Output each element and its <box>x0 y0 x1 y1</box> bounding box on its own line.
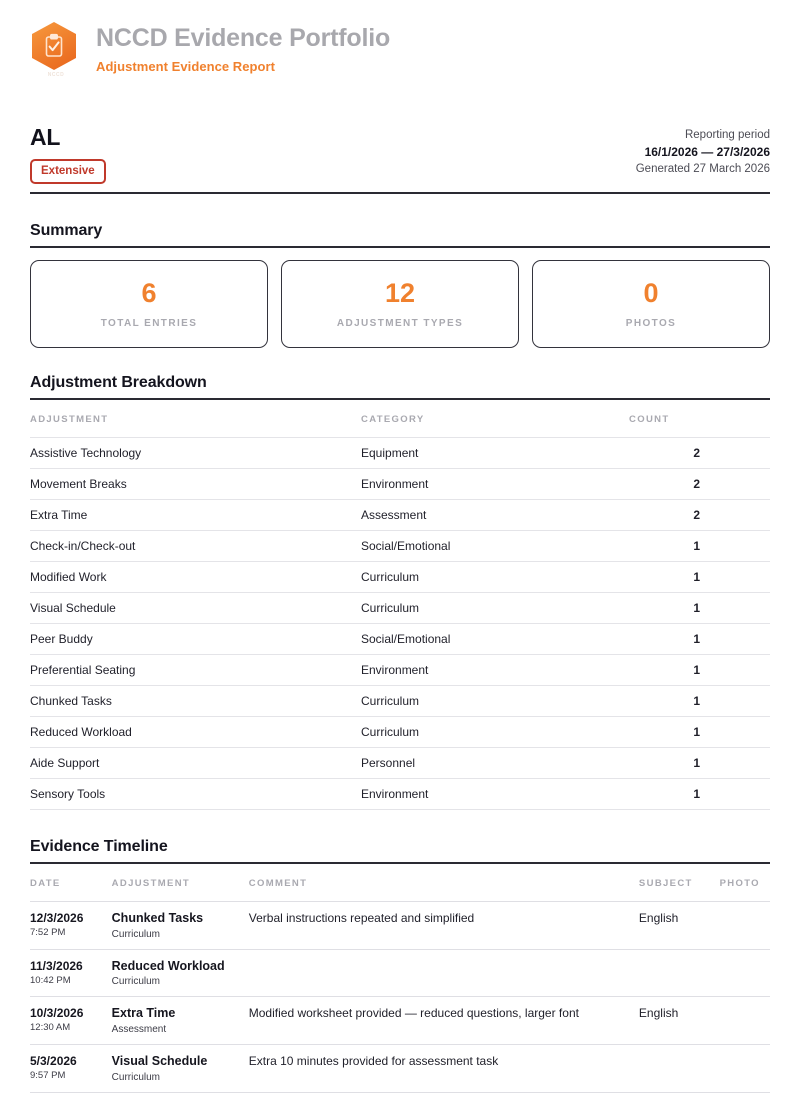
breakdown-adjustment: Aide Support <box>30 748 361 779</box>
summary-divider <box>30 246 770 248</box>
breakdown-adjustment: Visual Schedule <box>30 593 361 624</box>
brand-text-block <box>96 22 390 74</box>
app-title: NCCD Evidence Portfolio <box>96 24 391 52</box>
breakdown-section <box>30 374 770 810</box>
timeline-subject: English <box>638 1006 679 1021</box>
breakdown-header-row <box>30 400 770 438</box>
list-item <box>30 1044 770 1092</box>
breakdown-category: Environment <box>361 469 629 500</box>
timeline-adjustment-cell <box>112 902 249 950</box>
timeline-comment: Verbal instructions repeated and simplified <box>248 911 475 925</box>
report-meta-block <box>636 126 770 178</box>
breakdown-count: 1 <box>629 593 770 624</box>
breakdown-adjustment: Chunked Tasks <box>30 686 361 717</box>
timeline-time: 10:42 PM <box>30 974 71 986</box>
breakdown-count: 1 <box>629 717 770 748</box>
timeline-subject-cell <box>639 1044 720 1092</box>
timeline-col-comment: COMMENT <box>248 878 308 889</box>
breakdown-body <box>30 438 770 810</box>
breakdown-category: Environment <box>361 655 629 686</box>
timeline-time: 12:30 AM <box>30 1022 71 1034</box>
timeline-header-row <box>30 864 770 902</box>
breakdown-adjustment: Check-in/Check-out <box>30 531 361 562</box>
summary-heading: Summary <box>30 222 103 239</box>
timeline-col-subject: SUBJECT <box>638 878 693 889</box>
table-row <box>30 438 770 469</box>
list-item <box>30 997 770 1045</box>
status-badge: Extensive <box>30 159 106 184</box>
breakdown-category: Environment <box>361 779 629 810</box>
timeline-date-cell <box>30 902 112 950</box>
breakdown-count: 1 <box>629 686 770 717</box>
logo-caption: NCCD <box>47 72 65 78</box>
table-row <box>30 686 770 717</box>
clipboard-check-hexagon-icon <box>32 22 76 70</box>
breakdown-col-count: COUNT <box>629 414 670 425</box>
timeline-adjustment-cell <box>112 997 249 1045</box>
header-divider <box>30 192 770 194</box>
breakdown-table <box>30 400 770 810</box>
timeline-date-cell <box>30 1044 112 1092</box>
summary-card-label: TOTAL ENTRIES <box>100 317 198 329</box>
timeline-comment-cell <box>249 997 639 1045</box>
generated-date: Generated 27 March 2026 <box>635 163 770 176</box>
breakdown-adjustment: Peer Buddy <box>30 624 361 655</box>
breakdown-count: 1 <box>629 655 770 686</box>
summary-card-label: ADJUSTMENT TYPES <box>336 317 464 329</box>
timeline-section <box>30 838 770 1093</box>
timeline-adjustment: Extra Time <box>111 1006 176 1021</box>
timeline-subject: English <box>638 911 679 925</box>
list-item <box>30 949 770 997</box>
table-row <box>30 531 770 562</box>
table-row <box>30 469 770 500</box>
summary-card-adjustment-types <box>281 260 519 348</box>
summary-section <box>30 222 770 348</box>
timeline-col-photo: PHOTO <box>719 878 760 889</box>
timeline-col-adjustment: ADJUSTMENT <box>111 878 191 889</box>
breakdown-category: Social/Emotional <box>361 531 629 562</box>
app-logo <box>30 22 82 78</box>
timeline-date-cell <box>30 949 112 997</box>
timeline-col-date: DATE <box>30 878 61 889</box>
timeline-category: Assessment <box>111 1023 167 1035</box>
timeline-time: 9:57 PM <box>30 1069 66 1081</box>
timeline-comment: Extra 10 minutes provided for assessment task <box>248 1053 499 1068</box>
timeline-comment-cell <box>249 949 639 997</box>
summary-card-total-entries <box>30 260 268 348</box>
table-row <box>30 500 770 531</box>
timeline-date: 11/3/2026 <box>30 958 83 973</box>
table-row <box>30 717 770 748</box>
summary-card-value: 12 <box>384 277 416 308</box>
breakdown-count: 2 <box>629 438 770 469</box>
timeline-comment-cell <box>249 1044 639 1092</box>
breakdown-count: 1 <box>629 624 770 655</box>
timeline-table <box>30 864 770 1093</box>
reporting-period-range: 16/1/2026 — 27/3/2026 <box>644 144 770 159</box>
timeline-date: 12/3/2026 <box>30 911 84 925</box>
table-row <box>30 748 770 779</box>
breakdown-adjustment: Assistive Technology <box>30 438 361 469</box>
table-row <box>30 624 770 655</box>
timeline-photo-cell <box>720 949 770 997</box>
breakdown-adjustment: Modified Work <box>30 562 361 593</box>
timeline-comment: Modified worksheet provided — reduced questions, larger font <box>248 1006 579 1021</box>
timeline-heading: Evidence Timeline <box>30 838 168 855</box>
summary-card-label: PHOTOS <box>625 317 677 329</box>
breakdown-count: 1 <box>629 748 770 779</box>
timeline-adjustment: Reduced Workload <box>111 958 225 973</box>
timeline-photo-cell <box>720 1044 770 1092</box>
student-block <box>30 126 106 184</box>
breakdown-category: Assessment <box>361 500 629 531</box>
timeline-category: Curriculum <box>111 1071 160 1083</box>
breakdown-adjustment: Reduced Workload <box>30 717 361 748</box>
timeline-subject-cell <box>639 902 720 950</box>
breakdown-category: Curriculum <box>361 686 629 717</box>
table-row <box>30 779 770 810</box>
breakdown-category: Curriculum <box>361 717 629 748</box>
reporting-period-label: Reporting period <box>684 129 770 141</box>
student-name: AL <box>30 124 61 150</box>
timeline-category: Curriculum <box>111 928 160 940</box>
breakdown-adjustment: Preferential Seating <box>30 655 361 686</box>
timeline-comment-cell <box>249 902 639 950</box>
timeline-photo-cell <box>720 997 770 1045</box>
timeline-adjustment-cell <box>112 1044 249 1092</box>
breakdown-col-adjustment: ADJUSTMENT <box>30 414 109 425</box>
table-row <box>30 593 770 624</box>
timeline-body <box>30 902 770 1093</box>
breakdown-adjustment: Sensory Tools <box>30 779 361 810</box>
breakdown-count: 1 <box>629 562 770 593</box>
summary-card-value: 0 <box>643 277 659 308</box>
timeline-photo-cell <box>720 902 770 950</box>
breakdown-category: Personnel <box>361 748 629 779</box>
breakdown-count: 1 <box>629 531 770 562</box>
list-item <box>30 902 770 950</box>
summary-card-photos <box>532 260 770 348</box>
timeline-adjustment: Visual Schedule <box>111 1053 208 1068</box>
timeline-subject-cell <box>639 949 720 997</box>
breakdown-count: 2 <box>629 500 770 531</box>
summary-cards <box>30 260 770 348</box>
breakdown-category: Curriculum <box>361 562 629 593</box>
breakdown-adjustment: Movement Breaks <box>30 469 361 500</box>
timeline-category: Curriculum <box>111 976 160 988</box>
timeline-adjustment: Chunked Tasks <box>111 911 204 925</box>
breakdown-col-category: CATEGORY <box>361 414 425 425</box>
breakdown-adjustment: Extra Time <box>30 500 361 531</box>
breakdown-count: 2 <box>629 469 770 500</box>
breakdown-count: 1 <box>629 779 770 810</box>
timeline-time: 7:52 PM <box>30 927 66 938</box>
breakdown-category: Equipment <box>361 438 629 469</box>
summary-card-value: 6 <box>141 277 157 308</box>
breakdown-category: Social/Emotional <box>361 624 629 655</box>
timeline-subject-cell <box>639 997 720 1045</box>
timeline-date-cell <box>30 997 112 1045</box>
breakdown-heading: Adjustment Breakdown <box>30 374 207 391</box>
student-meta-row <box>30 126 770 188</box>
timeline-date: 10/3/2026 <box>30 1006 84 1021</box>
table-row <box>30 655 770 686</box>
timeline-adjustment-cell <box>112 949 249 997</box>
breakdown-category: Curriculum <box>361 593 629 624</box>
table-row <box>30 562 770 593</box>
report-subtitle: Adjustment Evidence Report <box>96 58 275 74</box>
timeline-date: 5/3/2026 <box>30 1053 77 1068</box>
brand-header <box>30 0 770 92</box>
